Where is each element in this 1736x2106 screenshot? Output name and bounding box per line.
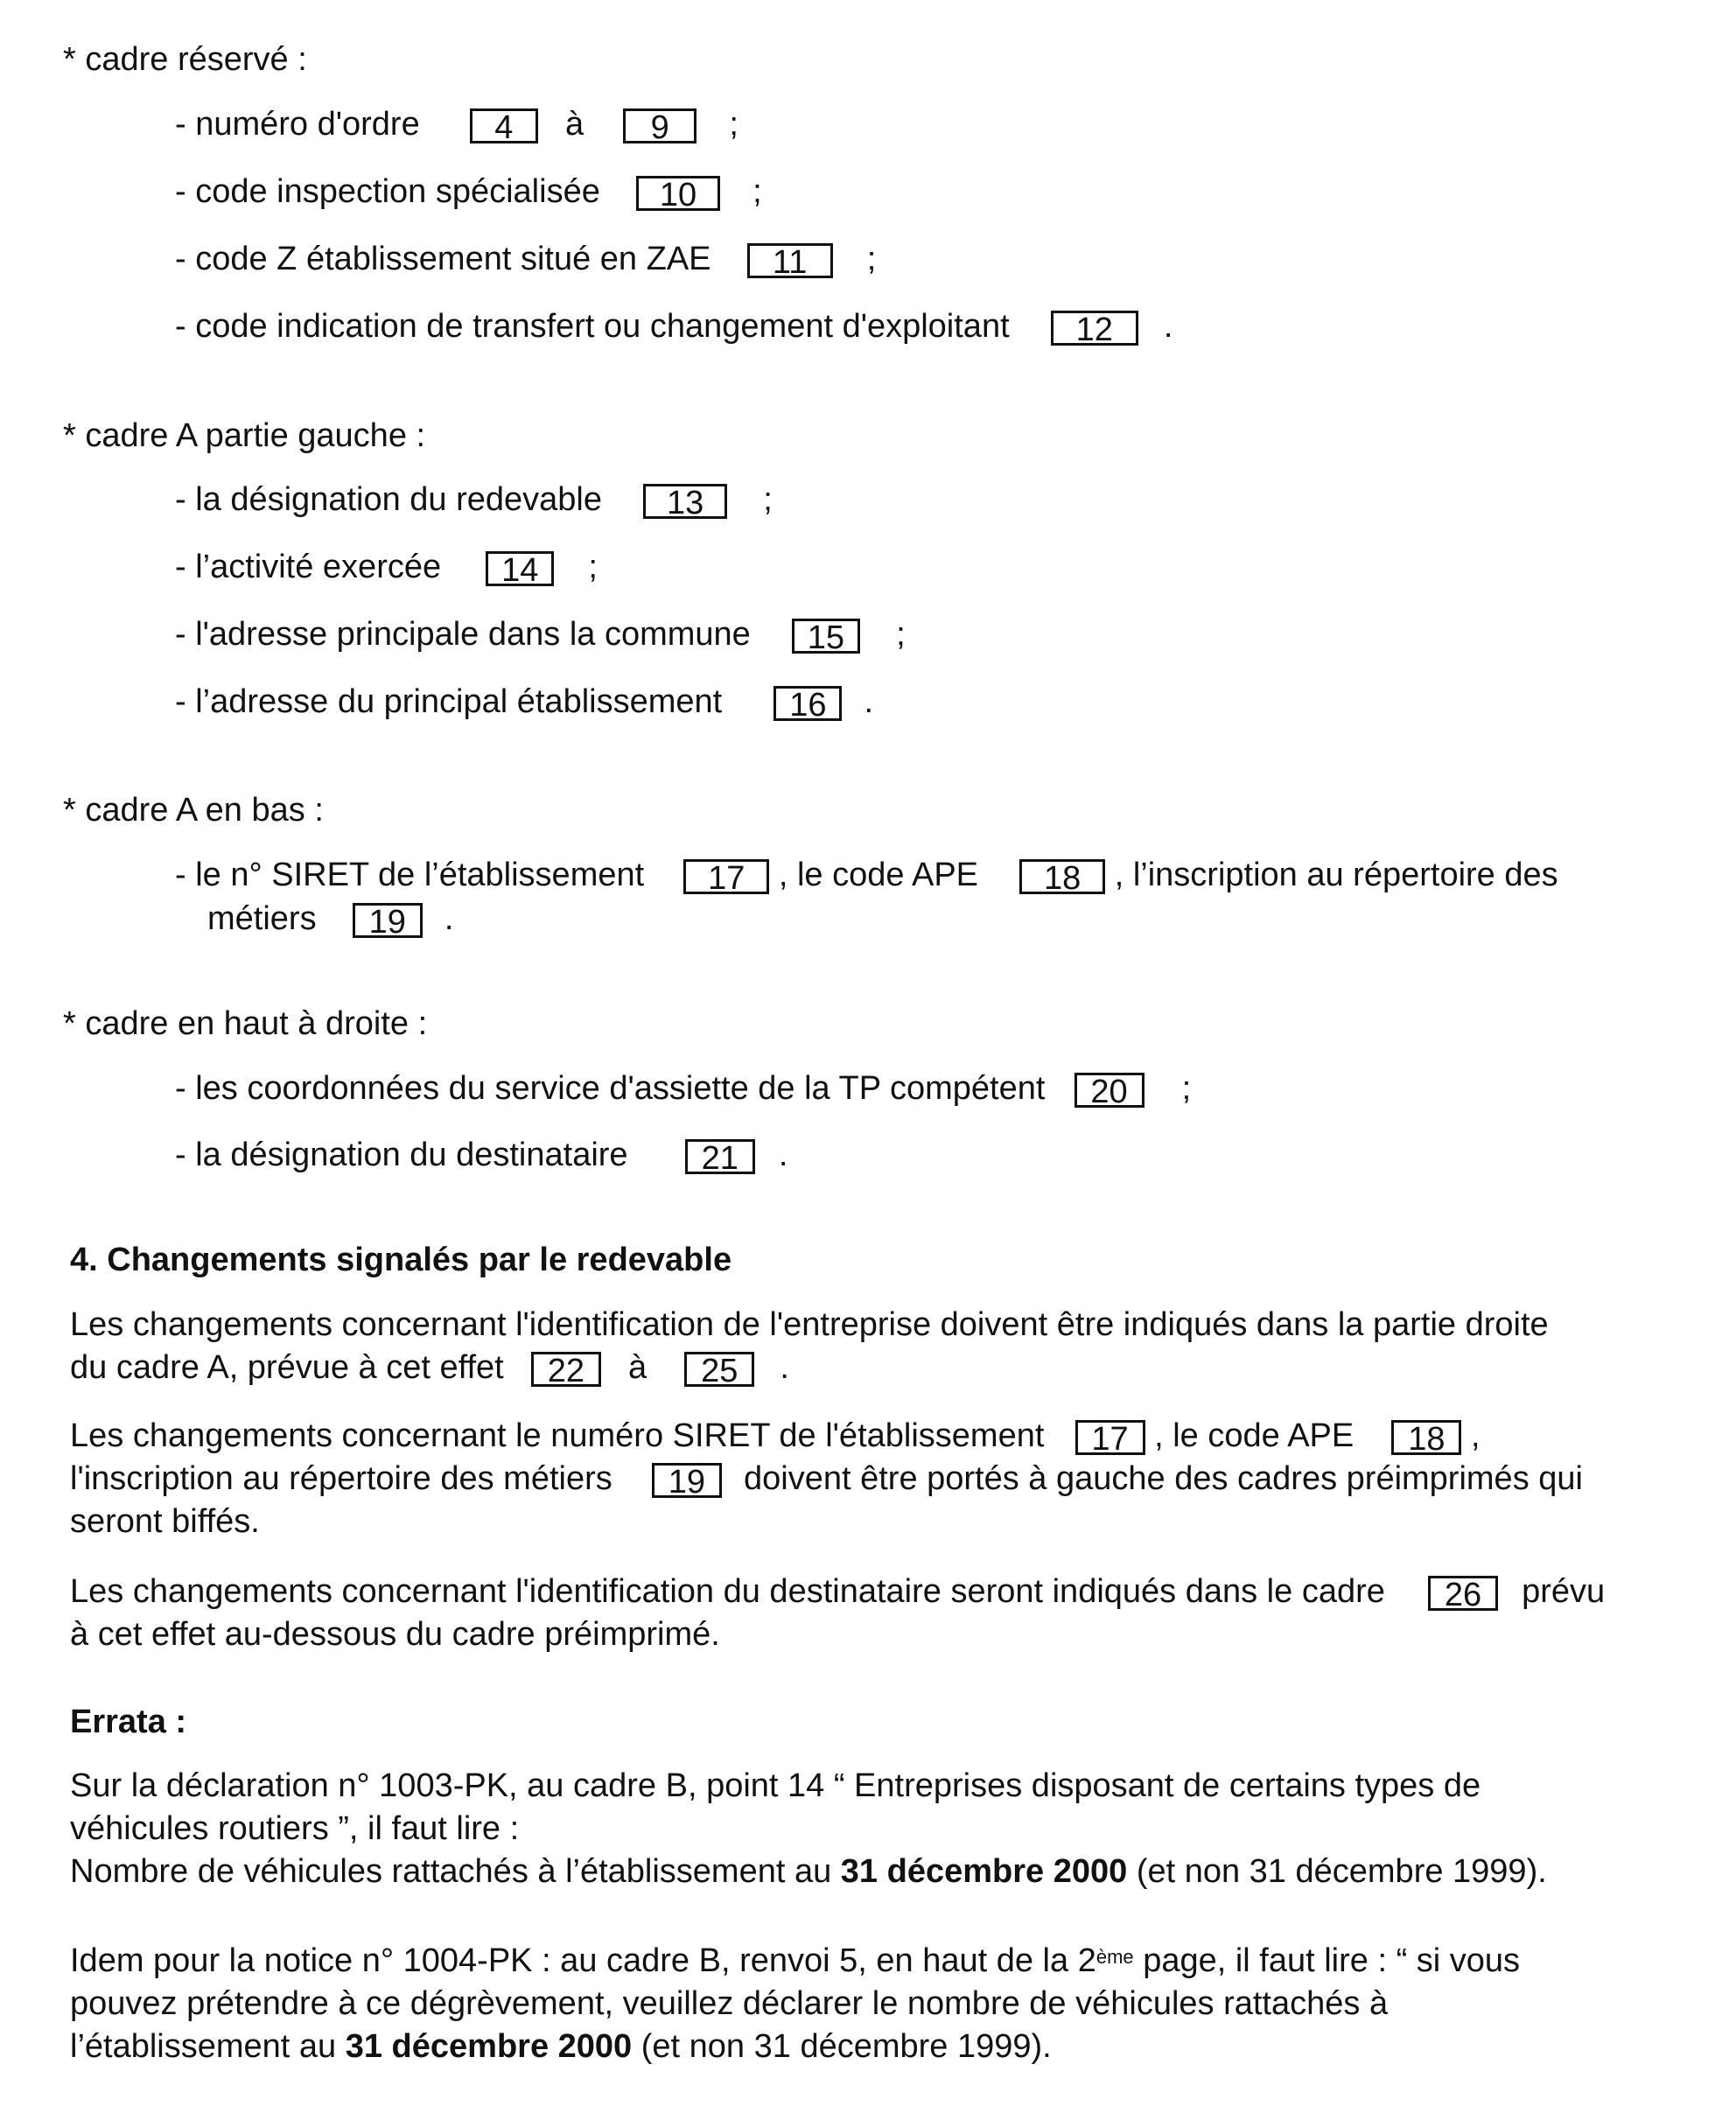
paragraph-line: pouvez prétendre à ce dégrèvement, veuillez déclarer le nombre de véhicules rattachés à xyxy=(70,1985,1389,2022)
paragraph-text: du cadre A, prévue à cet effet xyxy=(70,1349,504,1386)
list-item xyxy=(175,105,738,146)
paragraph-text: , le code APE xyxy=(1154,1417,1354,1454)
field-number-box: 17 xyxy=(1075,1420,1145,1455)
item-punct: ; xyxy=(729,106,738,143)
superscript: ème xyxy=(1096,1946,1134,1968)
section-heading-cadre-a-bas: * cadre A en bas : xyxy=(63,792,324,829)
field-number-box: 20 xyxy=(1074,1073,1144,1108)
paragraph-text: Nombre de véhicules rattachés à l’établissement au xyxy=(70,1853,832,1890)
paragraph-text: (et non 31 décembre 1999). xyxy=(640,2028,1052,2065)
paragraph-line xyxy=(70,2027,1052,2066)
item-text: - code indication de transfert ou changement d'exploitant xyxy=(175,308,1010,345)
item-punct: ; xyxy=(896,616,906,653)
item-text: - code Z établissement situé en ZAE xyxy=(175,241,711,277)
field-number-box: 25 xyxy=(684,1352,754,1387)
item-punct: ; xyxy=(588,549,598,585)
item-text: - numéro d'ordre xyxy=(175,106,420,143)
item-punct: . xyxy=(864,683,874,720)
field-number-box: 11 xyxy=(747,243,833,278)
paragraph-line: à cet effet au-dessous du cadre préimprimé. xyxy=(70,1616,720,1653)
item-text: - la désignation du redevable xyxy=(175,481,603,518)
section-heading-errata: Errata : xyxy=(70,1704,187,1740)
list-item xyxy=(175,856,1558,897)
field-number-box: 21 xyxy=(685,1139,755,1174)
paragraph-text: doivent être portés à gauche des cadres préimprimés qui xyxy=(744,1460,1583,1497)
paragraph-punct: , xyxy=(1470,1417,1480,1454)
paragraph-line: véhicules routiers ”, il faut lire : xyxy=(70,1810,520,1847)
list-item xyxy=(175,480,773,519)
emphasis-date: 31 décembre 2000 xyxy=(345,2028,633,2065)
paragraph-punct: . xyxy=(780,1349,789,1386)
paragraph-line xyxy=(70,1572,1605,1611)
paragraph-text: (et non 31 décembre 1999). xyxy=(1136,1853,1547,1890)
field-number-box: 15 xyxy=(792,619,860,654)
paragraph-text: à xyxy=(628,1349,648,1386)
item-text: - les coordonnées du service d'assiette de la TP compétent xyxy=(175,1070,1046,1107)
paragraph-text: Idem pour la notice n° 1004-PK : au cadre B, renvoi 5, en haut de la 2 xyxy=(70,1942,1096,1979)
item-punct: ; xyxy=(752,173,762,210)
paragraph-text: page, il faut lire : “ si vous xyxy=(1143,1942,1521,1979)
item-text: à xyxy=(564,106,584,143)
field-number-box: 19 xyxy=(652,1463,722,1498)
paragraph-line: Les changements concernant l'identification de l'entreprise doivent être indiqués dans la partie droite xyxy=(70,1306,1549,1343)
list-item xyxy=(175,682,874,724)
item-punct: . xyxy=(1163,308,1173,345)
list-item xyxy=(175,172,762,211)
field-number-box: 12 xyxy=(1051,311,1138,346)
paragraph-text: Les changements concernant l'identification du destinataire seront indiqués dans le cadre xyxy=(70,1573,1385,1610)
paragraph-text: Les changements concernant le numéro SIRET de l'établissement xyxy=(70,1417,1045,1454)
section-heading-cadre-a-gauche: * cadre A partie gauche : xyxy=(63,417,426,454)
section-heading-cadre-haut-droite: * cadre en haut à droite : xyxy=(63,1005,428,1042)
list-item xyxy=(175,240,877,281)
field-number-box: 13 xyxy=(643,484,727,519)
paragraph-line xyxy=(70,1852,1547,1891)
paragraph-line xyxy=(70,1417,1480,1458)
field-number-box: 18 xyxy=(1019,859,1105,894)
item-punct: ; xyxy=(763,481,773,518)
list-item-continuation xyxy=(207,899,454,941)
item-text: - code inspection spécialisée xyxy=(175,173,600,210)
item-text: métiers xyxy=(207,900,317,937)
item-text: - l’activité exercée xyxy=(175,549,442,585)
item-punct: ; xyxy=(1181,1070,1192,1107)
item-text: , l’inscription au répertoire des xyxy=(1114,857,1558,893)
paragraph-line xyxy=(70,1348,789,1387)
paragraph-text: l’établissement au xyxy=(70,2028,337,2065)
field-number-box: 26 xyxy=(1428,1576,1498,1611)
list-item xyxy=(175,307,1172,346)
paragraph-text: prévu xyxy=(1522,1573,1606,1610)
paragraph-line xyxy=(70,1942,1520,1980)
item-text: - la désignation du destinataire xyxy=(175,1137,628,1173)
paragraph-text: l'inscription au répertoire des métiers xyxy=(70,1460,612,1497)
field-number-box: 17 xyxy=(683,859,769,894)
field-number-box: 19 xyxy=(353,903,423,938)
section-heading-reserve: * cadre réservé : xyxy=(63,41,307,78)
item-punct: . xyxy=(444,900,454,937)
emphasis-date: 31 décembre 2000 xyxy=(840,1853,1128,1890)
list-item xyxy=(175,1136,788,1177)
paragraph-line xyxy=(70,1459,1583,1501)
field-number-box: 10 xyxy=(636,176,720,211)
item-text: - le n° SIRET de l’établissement xyxy=(175,857,645,893)
field-number-box: 9 xyxy=(623,108,696,143)
item-punct: ; xyxy=(866,241,877,277)
list-item xyxy=(175,1069,1191,1108)
field-number-box: 16 xyxy=(774,686,842,721)
item-text: - l’adresse du principal établissement xyxy=(175,683,723,720)
item-text: - l'adresse principale dans la commune xyxy=(175,616,751,653)
list-item xyxy=(175,548,598,589)
field-number-box: 22 xyxy=(531,1352,601,1387)
section-heading-4: 4. Changements signalés par le redevable xyxy=(70,1242,732,1278)
field-number-box: 14 xyxy=(486,551,554,586)
item-text: , le code APE xyxy=(778,857,979,893)
paragraph-line: seront biffés. xyxy=(70,1503,260,1540)
list-item xyxy=(175,615,906,654)
item-punct: . xyxy=(778,1137,788,1173)
field-number-box: 4 xyxy=(470,108,538,143)
paragraph-line: Sur la déclaration n° 1003-PK, au cadre B, point 14 “ Entreprises disposant de certains types de xyxy=(70,1767,1481,1804)
field-number-box: 18 xyxy=(1391,1420,1461,1455)
